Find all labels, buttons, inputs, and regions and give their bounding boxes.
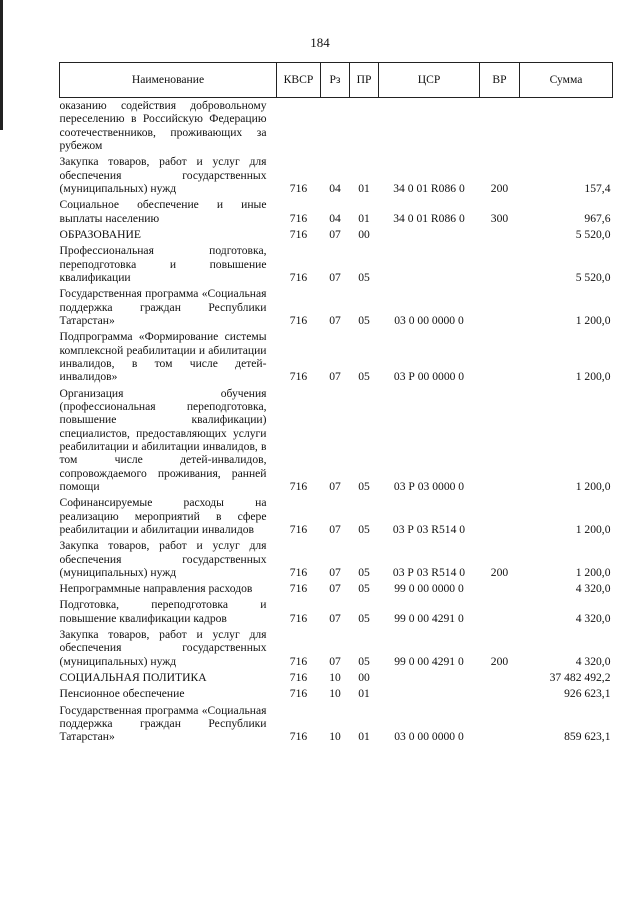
- cell-kvsr: 716: [289, 211, 308, 225]
- cell-pr: 05: [358, 611, 370, 625]
- cell-kvsr: 716: [289, 730, 308, 744]
- cell-vr: 200: [490, 565, 509, 579]
- cell-name: Подпрограмма «Формирование системы комплексной реабилитации и абилитации инвалидов, в том числе детей-инвалидов»: [59, 330, 267, 384]
- cell-sum: 4 320,0: [575, 654, 611, 668]
- table-row: [60, 98, 613, 155]
- cell-rz: 07: [329, 582, 341, 596]
- cell-rz: 07: [329, 565, 341, 579]
- cell-csr: 99 0 00 4291 0: [394, 654, 464, 668]
- cell-vr: 200: [490, 181, 509, 195]
- table-row: [60, 386, 613, 496]
- cell-kvsr: 716: [289, 370, 308, 384]
- cell-rz: 10: [329, 687, 341, 701]
- cell-csr: 03 0 00 0000 0: [394, 730, 464, 744]
- header-csr: ЦСР: [379, 63, 480, 98]
- table-row: [60, 686, 613, 702]
- cell-pr: 01: [358, 181, 370, 195]
- cell-pr: 05: [358, 370, 370, 384]
- cell-vr: [480, 495, 520, 538]
- cell-pr: 05: [358, 522, 370, 536]
- cell-rz: 07: [329, 654, 341, 668]
- cell-name: Закупка товаров, работ и услуг для обеспечения государственных (муниципальных) нужд: [59, 539, 267, 579]
- cell-sum: 1 200,0: [575, 522, 611, 536]
- cell-sum: 1 200,0: [575, 370, 611, 384]
- cell-kvsr: 716: [289, 479, 308, 493]
- cell-csr: 03 Р 03 R514 0: [392, 565, 466, 579]
- cell-sum: 4 320,0: [575, 611, 611, 625]
- cell-pr: 00: [358, 671, 370, 685]
- cell-kvsr: 716: [289, 181, 308, 195]
- cell-sum: 4 320,0: [575, 582, 611, 596]
- table-row: [60, 286, 613, 329]
- cell-csr: [379, 98, 480, 155]
- page-number: 184: [310, 35, 330, 50]
- table-row: [60, 627, 613, 670]
- cell-vr: [480, 597, 520, 627]
- cell-sum: 926 623,1: [564, 687, 611, 701]
- table-row: [60, 154, 613, 197]
- cell-csr: 03 Р 03 0000 0: [393, 479, 465, 493]
- cell-csr: [379, 243, 480, 286]
- cell-rz: 07: [329, 370, 341, 384]
- cell-sum: 37 482 492,2: [549, 671, 611, 685]
- cell-rz: 04: [329, 211, 341, 225]
- table-header: [60, 63, 613, 98]
- cell-kvsr: 716: [289, 270, 308, 284]
- cell-name: Государственная программа «Социальная поддержка граждан Республики Татарстан»: [59, 703, 267, 744]
- cell-name: Софинансируемые расходы на реализацию мероприятий в сфере реабилитации и абилитации инвалидов: [59, 496, 267, 536]
- table-row: [60, 243, 613, 286]
- cell-rz: 10: [329, 730, 341, 744]
- cell-pr: [350, 98, 379, 155]
- cell-rz: 07: [329, 522, 341, 536]
- cell-name: оказанию содействия добровольному переселению в Российскую Федерацию соотечественников, проживающих за рубежом: [59, 99, 267, 152]
- page-binding-edge: [0, 0, 3, 130]
- table-row: [60, 538, 613, 581]
- cell-rz: 07: [329, 479, 341, 493]
- table-row: [60, 670, 613, 686]
- cell-name: Закупка товаров, работ и услуг для обеспечения государственных (муниципальных) нужд: [59, 155, 267, 195]
- cell-kvsr: 716: [289, 687, 308, 701]
- header-name: Наименование: [60, 63, 277, 98]
- cell-rz: 10: [329, 671, 341, 685]
- cell-name: Непрограммные направления расходов: [59, 582, 253, 596]
- header-kvsr: КВСР: [277, 63, 321, 98]
- cell-csr: 34 0 01 R086 0: [393, 211, 465, 225]
- cell-csr: 03 Р 00 0000 0: [393, 370, 465, 384]
- cell-kvsr: 716: [289, 582, 308, 596]
- cell-csr: [379, 227, 480, 243]
- header-rz: Рз: [321, 63, 350, 98]
- cell-vr: [480, 670, 520, 686]
- cell-name: Государственная программа «Социальная поддержка граждан Республики Татарстан»: [59, 287, 267, 327]
- cell-rz: 04: [329, 181, 341, 195]
- cell-name: СОЦИАЛЬНАЯ ПОЛИТИКА: [59, 671, 207, 685]
- cell-pr: 05: [358, 270, 370, 284]
- cell-pr: 05: [358, 654, 370, 668]
- cell-pr: 05: [358, 565, 370, 579]
- table-body: [60, 98, 613, 746]
- cell-name: Организация обучения (профессиональная переподготовка, повышение квалификации) специалистов, предоставляющих услуги реабилитации и абилитации инвалидов, в том числе детей-инвалидов, сопровождаемого проживания, ранней помощи: [59, 386, 267, 493]
- cell-csr: 99 0 00 0000 0: [394, 582, 464, 596]
- table-row: [60, 329, 613, 385]
- cell-kvsr: 716: [289, 227, 308, 241]
- cell-sum: [520, 98, 613, 155]
- cell-vr: [480, 286, 520, 329]
- cell-name: ОБРАЗОВАНИЕ: [59, 227, 141, 241]
- cell-pr: 05: [358, 582, 370, 596]
- cell-pr: 05: [358, 479, 370, 493]
- cell-pr: 05: [358, 313, 370, 327]
- cell-kvsr: 716: [289, 565, 308, 579]
- cell-name: Закупка товаров, работ и услуг для обеспечения государственных (муниципальных) нужд: [59, 628, 267, 668]
- cell-kvsr: 716: [289, 522, 308, 536]
- table-row: [60, 495, 613, 538]
- table-row: [60, 197, 613, 227]
- header-vr: ВР: [480, 63, 520, 98]
- cell-kvsr: 716: [289, 313, 308, 327]
- cell-csr: 99 0 00 4291 0: [394, 611, 464, 625]
- cell-kvsr: 716: [289, 671, 308, 685]
- cell-csr: 03 Р 03 R514 0: [392, 522, 466, 536]
- budget-table: [59, 62, 613, 746]
- cell-vr: [480, 686, 520, 702]
- table-row: [60, 703, 613, 746]
- table-row: [60, 597, 613, 627]
- cell-kvsr: [277, 98, 321, 155]
- cell-vr: [480, 227, 520, 243]
- cell-sum: 5 520,0: [575, 270, 611, 284]
- cell-rz: 07: [329, 227, 341, 241]
- cell-vr: [480, 243, 520, 286]
- cell-sum: 157,4: [584, 181, 611, 195]
- cell-pr: 01: [358, 730, 370, 744]
- cell-sum: 1 200,0: [575, 313, 611, 327]
- cell-name: Подготовка, переподготовка и повышение квалификации кадров: [59, 598, 267, 625]
- cell-sum: 1 200,0: [575, 565, 611, 579]
- cell-name: Социальное обеспечение и иные выплаты населению: [59, 198, 267, 225]
- cell-csr: 03 0 00 0000 0: [394, 313, 464, 327]
- cell-vr: 300: [490, 211, 509, 225]
- cell-csr: 34 0 01 R086 0: [393, 181, 465, 195]
- cell-vr: [480, 98, 520, 155]
- cell-vr: 200: [490, 654, 509, 668]
- cell-vr: [480, 703, 520, 746]
- cell-csr: [379, 686, 480, 702]
- cell-rz: 07: [329, 611, 341, 625]
- cell-vr: [480, 329, 520, 385]
- table-row: [60, 227, 613, 243]
- header-sum: Сумма: [520, 63, 613, 98]
- cell-sum: 859 623,1: [564, 730, 611, 744]
- cell-kvsr: 716: [289, 611, 308, 625]
- header-pr: ПР: [350, 63, 379, 98]
- cell-kvsr: 716: [289, 654, 308, 668]
- cell-sum: 5 520,0: [575, 227, 611, 241]
- table-row: [60, 581, 613, 597]
- cell-vr: [480, 581, 520, 597]
- cell-sum: 1 200,0: [575, 479, 611, 493]
- cell-rz: 07: [329, 270, 341, 284]
- cell-rz: [321, 98, 350, 155]
- cell-pr: 01: [358, 211, 370, 225]
- cell-name: Пенсионное обеспечение: [59, 687, 185, 701]
- cell-sum: 967,6: [584, 211, 611, 225]
- cell-pr: 01: [358, 687, 370, 701]
- cell-csr: [379, 670, 480, 686]
- cell-vr: [480, 386, 520, 496]
- cell-rz: 07: [329, 313, 341, 327]
- cell-pr: 00: [358, 227, 370, 241]
- cell-name: Профессиональная подготовка, переподготовка и повышение квалификации: [59, 244, 267, 284]
